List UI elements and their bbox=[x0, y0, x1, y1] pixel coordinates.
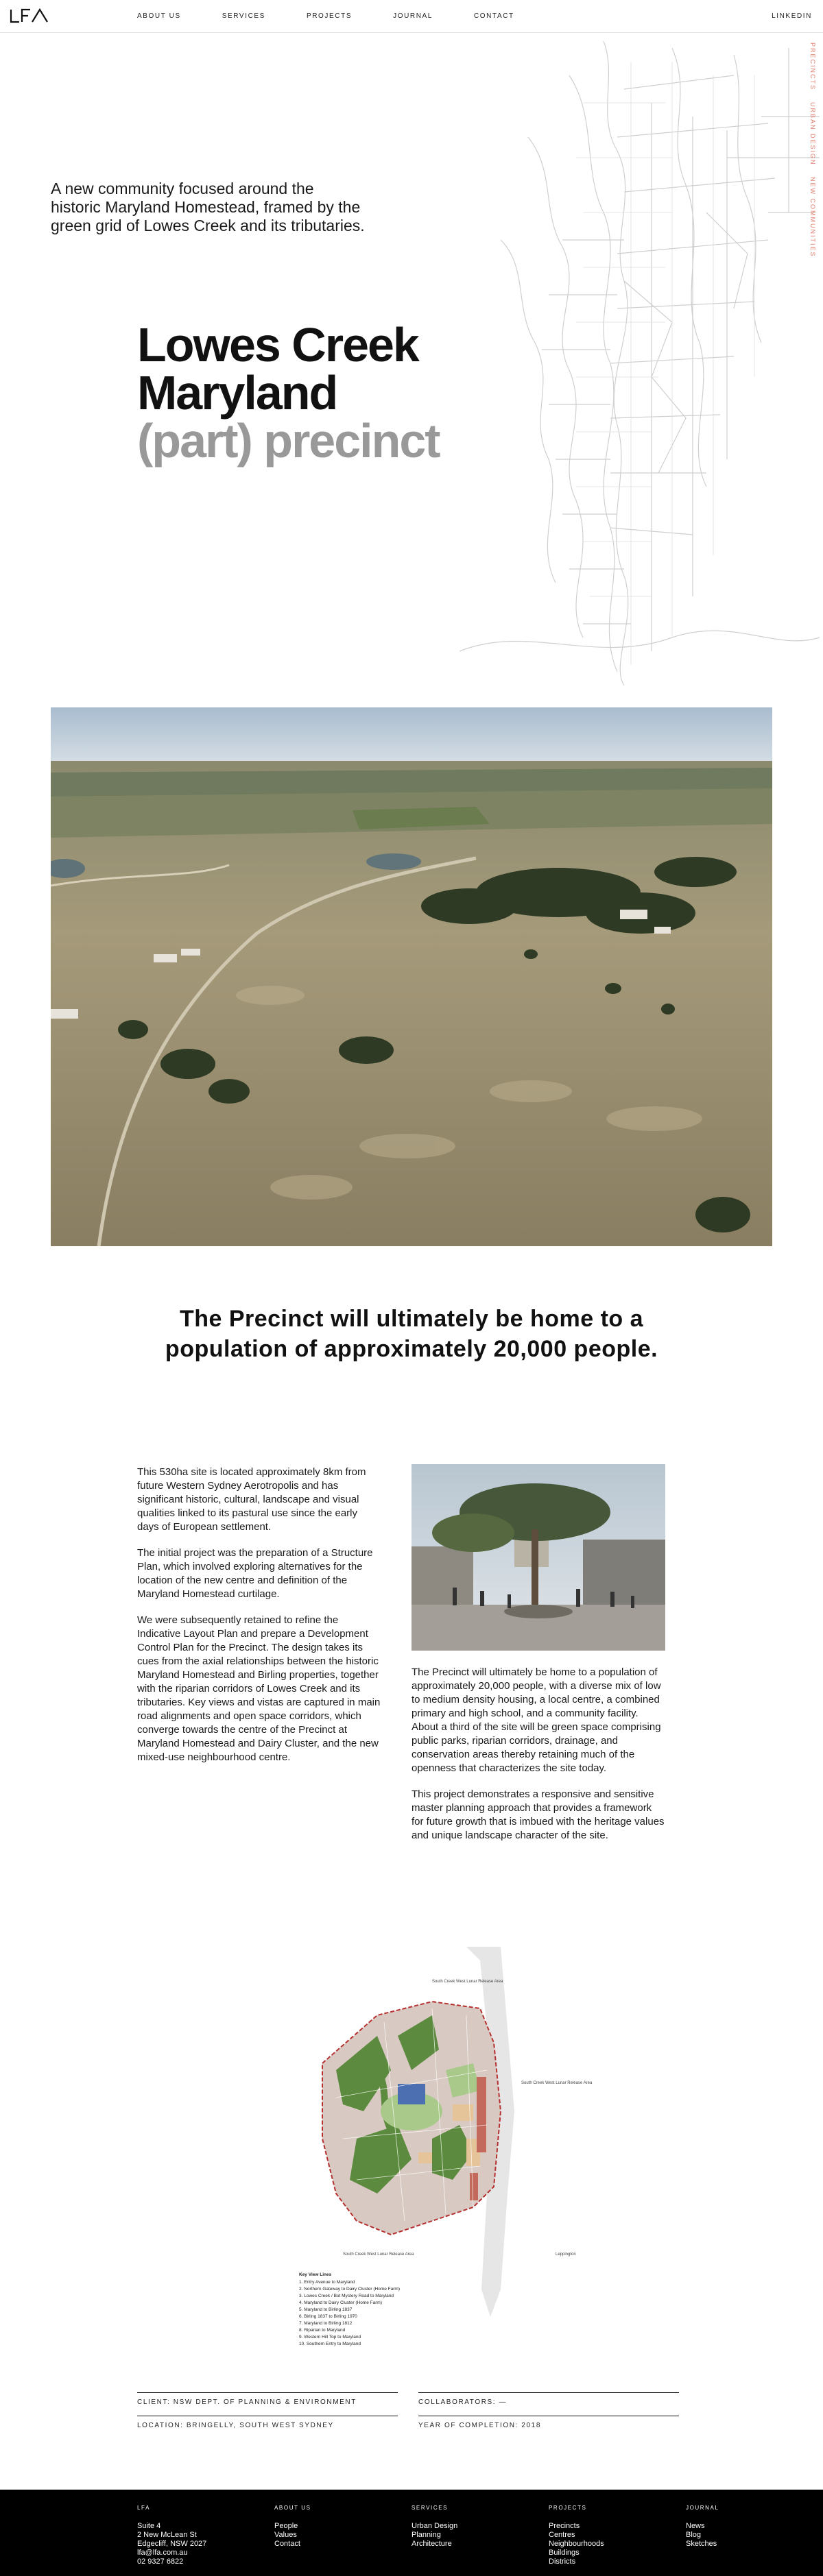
credit-collaborators: COLLABORATORS: — bbox=[418, 2392, 679, 2416]
legend-item: 5. Maryland to Birling 1837 bbox=[299, 2307, 353, 2312]
plan-area-label: South Creek West Lunar Release Area bbox=[343, 2252, 414, 2257]
legend-item: 10. Southern Entry to Maryland bbox=[299, 2342, 361, 2346]
legend-title: Key View Lines bbox=[299, 2272, 332, 2277]
project-credits bbox=[137, 2392, 679, 2439]
legend-item: 3. Lowes Creek / Bot Mystery Road to Maryland bbox=[299, 2294, 394, 2298]
footer-projects-column bbox=[549, 2503, 604, 2566]
linkedin-link[interactable]: LINKEDIN bbox=[772, 12, 812, 20]
nav-about-us[interactable]: ABOUT US bbox=[137, 12, 181, 20]
plan-area-label: South Creek West Lunar Release Area bbox=[432, 1980, 503, 1984]
footer-link[interactable]: Values bbox=[274, 2531, 297, 2539]
tag-precincts[interactable]: PRECINCTS bbox=[809, 42, 816, 91]
title-line-2: Maryland bbox=[137, 366, 337, 420]
footer-link[interactable]: Architecture bbox=[412, 2540, 452, 2548]
nav-journal[interactable]: JOURNAL bbox=[393, 12, 433, 20]
paragraph: The Precinct will ultimately be home to a population of approximately 20,000 people, with a diverse mix of low to medium density housing, a local centre, a combined primary and high school, and a community facility. About a third of the site will be green space comprising public parks, riparian corridors, drainage, and conservation areas thereby retaining much of the openness that characterizes the site today. bbox=[412, 1666, 661, 1774]
footer-address-line: Edgecliff, NSW 2027 bbox=[137, 2540, 207, 2548]
nav-contact[interactable]: CONTACT bbox=[473, 12, 514, 20]
credit-client: CLIENT: NSW DEPT. OF PLANNING & ENVIRONMENT bbox=[137, 2392, 398, 2416]
indicative-layout-plan bbox=[295, 1933, 693, 2358]
footer-phone-link[interactable]: 02 9327 6822 bbox=[137, 2557, 184, 2566]
footer-link[interactable]: Urban Design bbox=[412, 2522, 458, 2530]
footer-address-line: 2 New McLean St bbox=[137, 2531, 197, 2539]
footer-link[interactable]: News bbox=[686, 2522, 705, 2530]
legend-item: 4. Maryland to Dairy Cluster (Home Farm) bbox=[299, 2300, 382, 2305]
footer-link[interactable]: Precincts bbox=[549, 2522, 580, 2530]
footer-heading-link[interactable]: PROJECTS bbox=[549, 2505, 587, 2511]
project-title bbox=[137, 318, 562, 467]
footer-contact-column bbox=[137, 2503, 206, 2566]
footer-link[interactable]: Blog bbox=[686, 2531, 702, 2539]
credit-location: LOCATION: BRINGELLY, SOUTH WEST SYDNEY bbox=[137, 2416, 398, 2439]
legend-item: 2. Northern Gateway to Dairy Cluster (Home Farm) bbox=[299, 2287, 401, 2292]
title-line-3: (part) precinct bbox=[137, 414, 440, 467]
footer-link[interactable]: Contact bbox=[274, 2540, 300, 2548]
title-line-1: Lowes Creek bbox=[137, 318, 418, 372]
footer-email-link[interactable]: lfa@lfa.com.au bbox=[137, 2549, 188, 2557]
project-category-tags bbox=[807, 42, 816, 265]
legend-item: 1. Entry Avenue to Maryland bbox=[299, 2280, 355, 2285]
project-description-left bbox=[137, 1466, 381, 1777]
tag-new-communities[interactable]: NEW COMMUNITIES bbox=[809, 176, 816, 258]
footer-heading: LFA bbox=[137, 2505, 151, 2511]
footer-journal-column bbox=[686, 2503, 719, 2549]
footer-link[interactable]: Neighbourhoods bbox=[549, 2540, 604, 2548]
legend-item: 9. Western Hill Top to Maryland bbox=[299, 2335, 361, 2340]
nav-projects[interactable]: PROJECTS bbox=[306, 12, 353, 20]
town-centre-render-image bbox=[412, 1464, 665, 1651]
footer-link[interactable]: People bbox=[274, 2522, 298, 2530]
legend-item: 7. Maryland to Birling 1812 bbox=[299, 2321, 353, 2326]
tag-urban-design[interactable]: URBAN DESIGN bbox=[809, 101, 816, 166]
project-intro: A new community focused around the historic Maryland Homestead, framed by the green grid of Lowes Creek and its tributaries. bbox=[51, 180, 365, 234]
footer-link[interactable]: Districts bbox=[549, 2557, 576, 2566]
population-pull-quote: The Precinct will ultimately be home to a population of approximately 20,000 people. bbox=[165, 1306, 658, 1362]
aerial-site-photo bbox=[51, 707, 772, 1246]
legend-item: 8. Riparian to Maryland bbox=[299, 2328, 346, 2333]
plan-area-label: South Creek West Lunar Release Area bbox=[521, 2081, 593, 2085]
plan-area-label: Leppington bbox=[556, 2252, 576, 2257]
footer-link[interactable]: Buildings bbox=[549, 2549, 580, 2557]
paragraph: We were subsequently retained to refine the Indicative Layout Plan and prepare a Development Control Plan for the Precinct. The design takes its cues from the axial relationships between the historic Maryland Homestead and Birling properties, together with the riparian corridors of Lowes Creek and its tributaries. Key views and vistas are captured in main road alignments and open space corridors, which converge towards the centre of the Precinct at Maryland Homestead and Dairy Cluster, and the new mixed-use neighbourhood centre. bbox=[137, 1614, 381, 1763]
footer-heading-link[interactable]: SERVICES bbox=[412, 2505, 449, 2511]
site-footer bbox=[0, 2490, 823, 2576]
project-description-right bbox=[412, 1666, 665, 1855]
footer-heading-link[interactable]: ABOUT US bbox=[274, 2505, 311, 2511]
paragraph: The initial project was the preparation of a Structure Plan, which involved exploring alternatives for the location of the new centre and definition of the Maryland Homestead curtilage. bbox=[137, 1547, 373, 1600]
paragraph: This project demonstrates a responsive and sensitive master planning approach that provides a framework for future growth that is imbued with the heritage values and unique landscape character of the site. bbox=[412, 1788, 665, 1841]
footer-link[interactable]: Planning bbox=[412, 2531, 441, 2539]
legend-item: 6. Birling 1837 to Birling 1970 bbox=[299, 2314, 357, 2319]
paragraph: This 530ha site is located approximately 8km from future Western Sydney Aerotropolis and has significant historic, cultural, landscape and visual qualities linked to its pastural use since the early days of European settlement. bbox=[137, 1466, 366, 1533]
main-nav bbox=[137, 12, 556, 20]
nav-services[interactable]: SERVICES bbox=[222, 12, 265, 20]
top-navigation-bar bbox=[0, 0, 823, 33]
footer-services-column bbox=[412, 2503, 457, 2549]
footer-link[interactable]: Centres bbox=[549, 2531, 575, 2539]
credit-year: YEAR OF COMPLETION: 2018 bbox=[418, 2416, 679, 2439]
lfa-logo[interactable] bbox=[10, 8, 49, 23]
footer-heading-link[interactable]: JOURNAL bbox=[686, 2505, 719, 2511]
footer-link[interactable]: Sketches bbox=[686, 2540, 717, 2548]
footer-about-column bbox=[274, 2503, 311, 2549]
footer-address-line: Suite 4 bbox=[137, 2522, 161, 2530]
